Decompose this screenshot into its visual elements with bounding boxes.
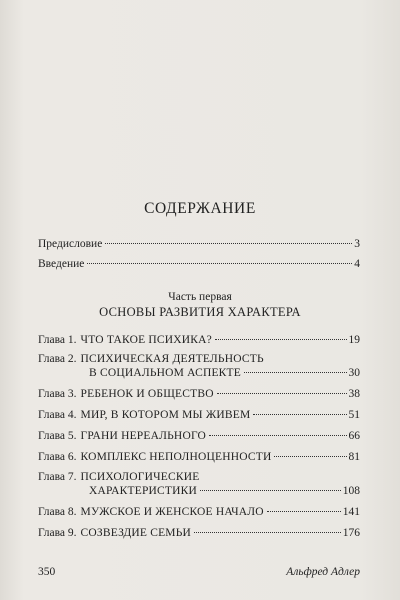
toc-chapter-7-cont xyxy=(89,484,360,498)
chapter-label: Глава 6. xyxy=(38,451,77,463)
dot-leader xyxy=(244,372,346,373)
chapter-label: Глава 2. xyxy=(38,353,77,365)
toc-page-number: 4 xyxy=(354,258,360,270)
chapter-title-continuation: В СОЦИАЛЬНОМ АСПЕКТЕ xyxy=(89,367,242,379)
dot-leader xyxy=(200,490,341,491)
dot-leader xyxy=(215,339,347,340)
toc-page-number: 81 xyxy=(348,451,360,463)
chapter-title: МУЖСКОЕ И ЖЕНСКОЕ НАЧАЛО xyxy=(80,506,264,518)
chapter-title: КОМПЛЕКС НЕПОЛНОЦЕННОСТИ xyxy=(80,451,272,463)
toc-page-number: 66 xyxy=(348,430,360,442)
toc-chapter-3 xyxy=(38,387,360,401)
toc-page-number: 176 xyxy=(342,527,360,539)
chapter-title: РЕБЕНОК И ОБЩЕСТВО xyxy=(80,388,214,400)
toc-chapter-5 xyxy=(38,429,360,443)
contents-heading: СОДЕРЖАНИЕ xyxy=(144,200,256,217)
toc-chapter-2 xyxy=(38,352,360,366)
toc-entry-introduction xyxy=(38,257,360,271)
chapter-label: Глава 5. xyxy=(38,430,77,442)
dot-leader xyxy=(267,511,341,512)
chapter-label: Глава 1. xyxy=(38,334,77,346)
dot-leader xyxy=(209,435,346,436)
toc-chapter-2-cont xyxy=(89,366,360,380)
chapter-label: Глава 8. xyxy=(38,506,77,518)
chapter-label: Глава 3. xyxy=(38,388,77,400)
chapter-title: ПСИХИЧЕСКАЯ ДЕЯТЕЛЬНОСТЬ xyxy=(80,353,264,365)
chapter-title: МИР, В КОТОРОМ МЫ ЖИВЕМ xyxy=(80,409,251,421)
toc-chapter-4 xyxy=(38,408,360,422)
toc-page-number: 108 xyxy=(342,485,360,497)
toc-entry-label: Введение xyxy=(38,258,85,270)
chapter-label: Глава 7. xyxy=(38,471,77,483)
toc-chapter-7 xyxy=(38,470,360,484)
chapter-label: Глава 9. xyxy=(38,527,77,539)
toc-entry-label: Предисловие xyxy=(38,238,103,250)
folio-page-number: 350 xyxy=(38,566,56,578)
toc-chapter-6 xyxy=(38,450,360,464)
dot-leader xyxy=(217,393,347,394)
running-footer-author: Альфред Адлер xyxy=(286,566,360,578)
dot-leader xyxy=(194,532,341,533)
toc-page-number: 19 xyxy=(348,334,360,346)
dot-leader xyxy=(87,263,352,264)
toc-page-number: 30 xyxy=(348,367,360,379)
dot-leader xyxy=(274,456,346,457)
toc-page-number: 141 xyxy=(342,506,360,518)
dot-leader xyxy=(253,414,346,415)
chapter-title-continuation: ХАРАКТЕРИСТИКИ xyxy=(89,485,198,497)
toc-page-number: 38 xyxy=(348,388,360,400)
toc-chapter-8 xyxy=(38,505,360,519)
dot-leader xyxy=(105,243,352,244)
toc-entry-preface xyxy=(38,237,360,251)
toc-page-number: 3 xyxy=(354,238,360,250)
chapter-title: ЧТО ТАКОЕ ПСИХИКА? xyxy=(80,334,212,346)
part-label: Часть первая xyxy=(168,291,232,303)
toc-chapter-1 xyxy=(38,333,360,347)
toc-chapter-9 xyxy=(38,526,360,540)
part-title: ОСНОВЫ РАЗВИТИЯ ХАРАКТЕРА xyxy=(99,305,301,319)
toc-page-number: 51 xyxy=(348,409,360,421)
chapter-title: СОЗВЕЗДИЕ СЕМЬИ xyxy=(80,527,192,539)
chapter-title: ГРАНИ НЕРЕАЛЬНОГО xyxy=(80,430,207,442)
chapter-label: Глава 4. xyxy=(38,409,77,421)
chapter-title: ПСИХОЛОГИЧЕСКИЕ xyxy=(80,471,200,483)
